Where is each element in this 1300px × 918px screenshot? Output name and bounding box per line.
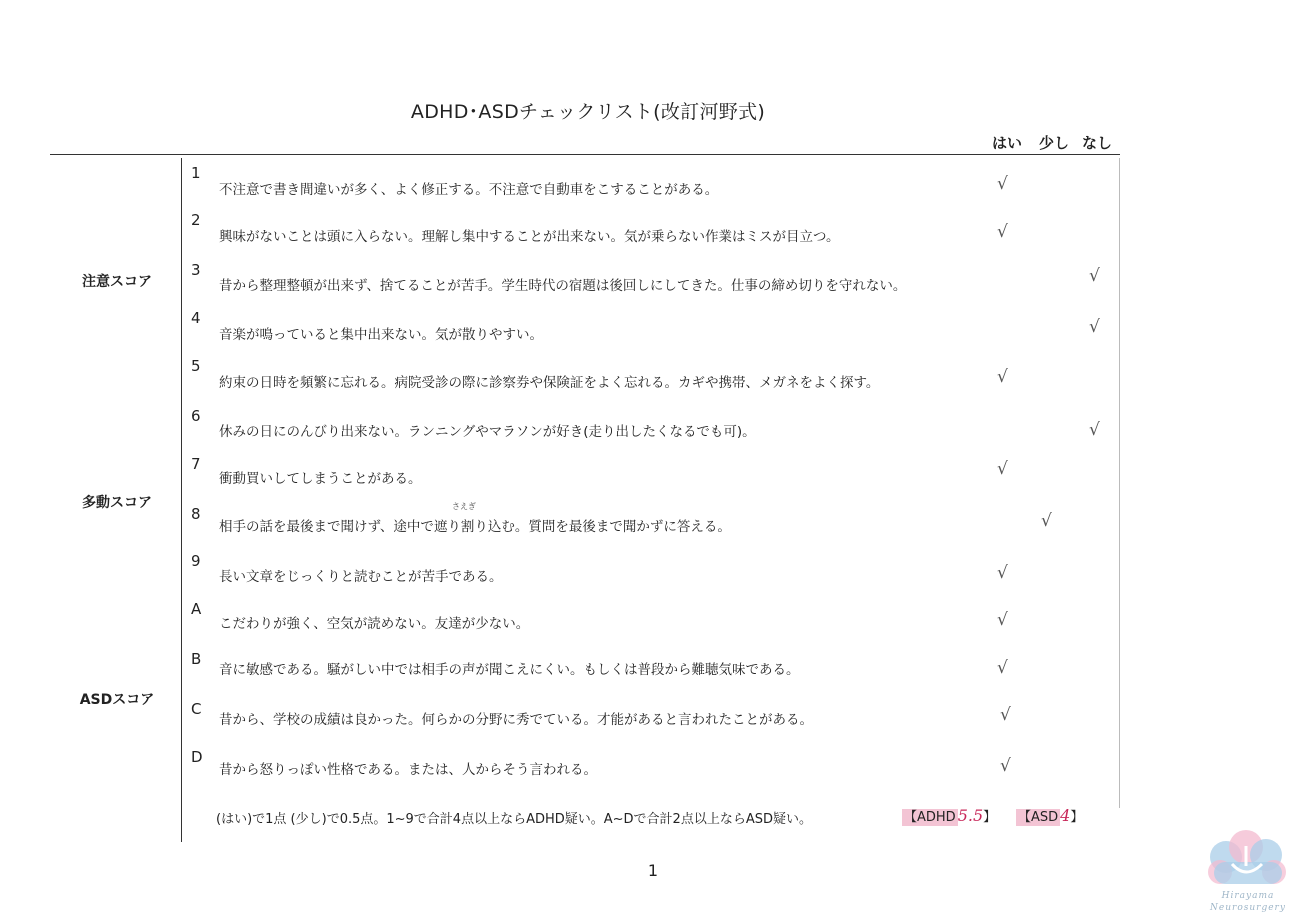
logo-text-line1: Hirayama <box>1221 891 1275 901</box>
item-number: 4 <box>191 309 201 327</box>
check-mark: √ <box>997 563 1008 583</box>
column-header-none: なし <box>1082 134 1113 152</box>
item-number: 9 <box>191 552 201 570</box>
asd-close: 】 <box>1070 810 1084 825</box>
check-mark: √ <box>1000 705 1011 725</box>
item-number: B <box>191 650 202 668</box>
category-asd: ASDスコア <box>79 692 155 708</box>
item-text: 不注意で書き間違いが多く、よく修正する。不注意で自動車をこすることがある。 <box>219 182 719 198</box>
table-right-border <box>1119 158 1120 808</box>
check-mark: √ <box>1089 266 1100 286</box>
adhd-result <box>902 806 996 825</box>
check-mark: √ <box>1000 756 1011 776</box>
page-number: 1 <box>647 861 659 880</box>
check-mark: √ <box>1089 317 1100 337</box>
asd-result <box>1016 806 1083 825</box>
check-mark: √ <box>997 367 1008 387</box>
check-mark: √ <box>997 610 1008 630</box>
category-attention: 注意スコア <box>82 274 152 290</box>
item-number: 8 <box>191 505 201 523</box>
asd-score: 4 <box>1060 806 1071 825</box>
check-mark: √ <box>997 222 1008 242</box>
page-title: ADHD･ASDチェックリスト(改訂河野式) <box>410 101 766 123</box>
item-text: 約束の日時を頻繁に忘れる。病院受診の際に診察券や保険証をよく忘れる。カギや携帯、メガネをよく探す。 <box>219 375 880 391</box>
item-number: A <box>191 600 202 618</box>
item-number: C <box>191 700 202 718</box>
item-number: 2 <box>191 211 201 229</box>
item-number: 1 <box>191 164 201 182</box>
item-text: こだわりが強く、空気が読めない。友達が少ない。 <box>219 616 530 632</box>
scoring-note: (はい)で1点 (少し)で0.5点。1~9で合計4点以上ならADHD疑い。A~Dで合計2点以上ならASD疑い。 <box>216 812 812 827</box>
header-rule <box>50 154 1120 155</box>
category-hyperactivity: 多動スコア <box>82 495 152 511</box>
item-text: 音に敏感である。騒がしい中では相手の声が聞こえにくい。もしくは普段から難聴気味である。 <box>219 662 800 678</box>
item-text: 休みの日にのんびり出来ない。ランニングやマラソンが好き(走り出したくなるでも可)。 <box>219 424 756 440</box>
adhd-score: 5.5 <box>957 806 984 825</box>
item-number: 3 <box>191 261 201 279</box>
item-text: 長い文章をじっくりと読むことが苦手である。 <box>219 569 503 585</box>
adhd-close: 】 <box>983 810 997 825</box>
item-text: 昔から怒りっぽい性格である。または、人からそう言われる。 <box>219 762 597 778</box>
check-mark: √ <box>997 174 1008 194</box>
check-mark: √ <box>997 658 1008 678</box>
adhd-label: 【ADHD <box>904 810 956 825</box>
column-header-little: 少し <box>1039 134 1070 152</box>
item-text: 興味がないことは頭に入らない。理解し集中することが出来ない。気が乗らない作業はミスが目立つ。 <box>219 229 840 245</box>
column-header-yes: はい <box>992 134 1023 152</box>
item-text: 昔から、学校の成績は良かった。何らかの分野に秀でている。才能があると言われたことがある。 <box>219 712 813 728</box>
ruby-annotation: さえぎ <box>452 502 476 511</box>
item-text: 衝動買いしてしまうことがある。 <box>219 471 422 487</box>
item-number: 5 <box>191 357 201 375</box>
item-number: 6 <box>191 407 201 425</box>
check-mark: √ <box>1089 420 1100 440</box>
item-number: 7 <box>191 455 201 473</box>
item-text: 昔から整理整頓が出来ず、捨てることが苦手。学生時代の宿題は後回しにしてきた。仕事の締め切りを守れない。 <box>219 278 907 294</box>
logo-text-line2: Neurosurgery <box>1210 903 1286 913</box>
item-text: 相手の話を最後まで聞けず、途中で遮り割り込む。質問を最後まで聞かずに答える。 <box>219 519 731 535</box>
check-mark: √ <box>1041 511 1052 531</box>
item-number: D <box>191 748 203 766</box>
asd-label: 【ASD <box>1018 810 1059 825</box>
check-mark: √ <box>997 459 1008 479</box>
item-text: 音楽が鳴っていると集中出来ない。気が散りやすい。 <box>219 327 543 343</box>
